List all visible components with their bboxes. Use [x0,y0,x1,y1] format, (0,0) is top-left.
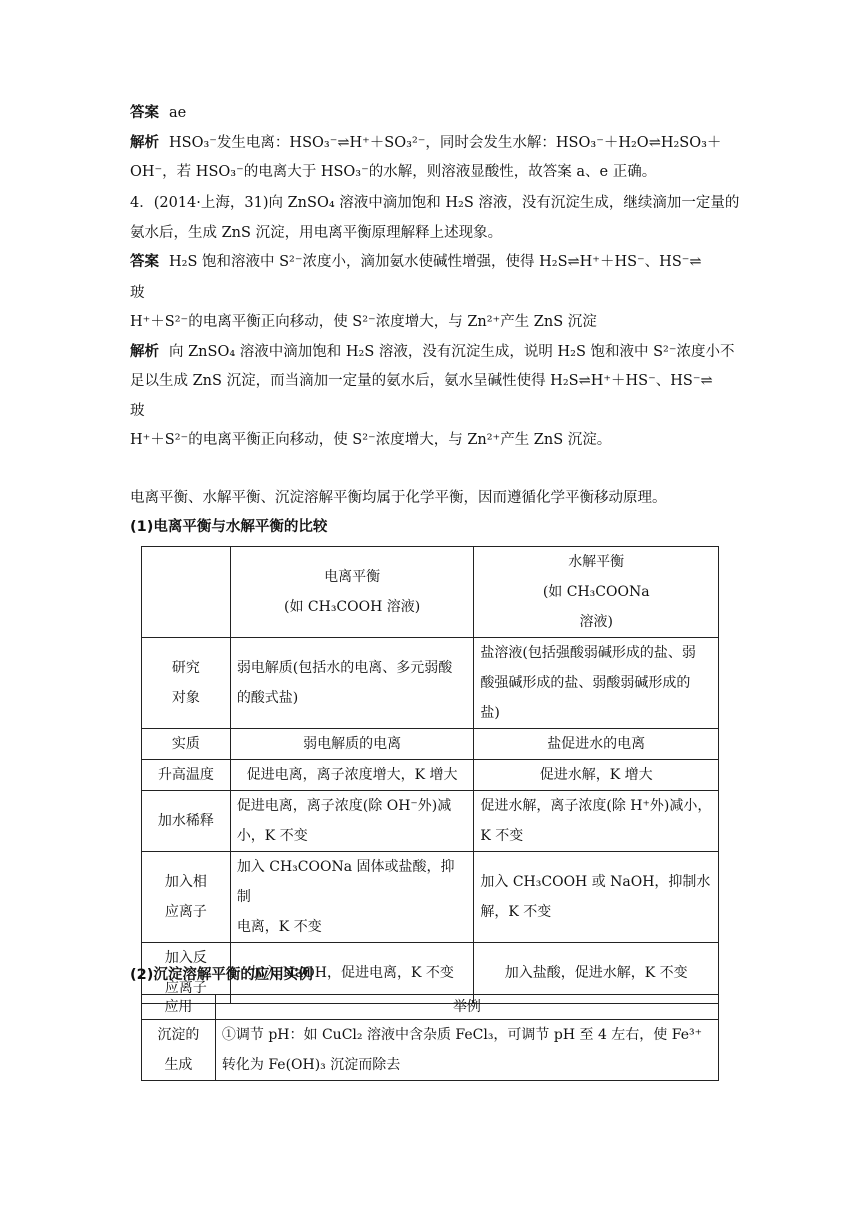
question4-analysis-line-1 [130,342,735,362]
table2-header-row [142,995,719,1020]
table1-row-dilution-hydrolysis: 促进水解，离子浓度(除 H⁺外)减小， K 不变 [474,791,719,852]
table1-row-dilution [142,791,719,852]
intro-text: 电离平衡、水解平衡、沉淀溶解平衡均属于化学平衡，因而遵循化学平衡移动原理。 [130,490,667,506]
table1-row-essence [142,729,719,760]
table1-row-object-label: 研究 对象 [142,638,231,729]
table1-row-object-hydrolysis: 盐溶液(包括强酸弱碱形成的盐、弱 酸强碱形成的盐、弱酸弱碱形成的 盐) [474,638,719,729]
question4-analysis-text-1: 向 ZnSO₄ 溶液中滴加饱和 H₂S 溶液，没有沉淀生成，说明 H₂S 饱和液中 S²⁻浓度小不 [169,344,735,360]
table1-row-reacting-ion-ionization: 加入 NaOH，促进电离，K 不变 [230,943,474,1004]
table1-row-reacting-ion-hydrolysis: 加入盐酸，促进水解，K 不变 [474,943,719,1004]
table1-header-hydrolysis: 水解平衡 (如 CH₃COONa 溶液) [474,547,719,638]
table1-row-temperature [142,760,719,791]
table1-row-same-ion-ionization: 加入 CH₃COONa 固体或盐酸，抑制 电离，K 不变 [230,852,474,943]
table1-row-temperature-hydrolysis: 促进水解，K 增大 [474,760,719,791]
table1-row-object [142,638,719,729]
table1-header-row [142,547,719,638]
question4-line-2: 氨水后，生成 ZnS 沉淀，用电离平衡原理解释上述现象。 [130,225,503,241]
question4-answer-label: 答案 [130,254,159,270]
table2-header-application: 应用 [142,995,216,1020]
table1-row-object-ionization: 弱电解质(包括水的电离、多元弱酸 的酸式盐) [230,638,474,729]
table1-header-ionization: 电离平衡 (如 CH₃COOH 溶液) [230,547,474,638]
analysis-label: 解析 [130,135,159,151]
table1-row-same-ion-hydrolysis: 加入 CH₃COOH 或 NaOH，抑制水 解，K 不变 [474,852,719,943]
table1-row-temperature-label: 升高温度 [142,760,231,791]
table2-row-formation-example: ①调节 pH：如 CuCl₂ 溶液中含杂质 FeCl₃，可调节 pH 至 4 左右，使 Fe³⁺ 转化为 Fe(OH)₃ 沉淀而除去 [215,1020,718,1081]
table1-row-dilution-label: 加水稀释 [142,791,231,852]
analysis-text-1: HSO₃⁻发生电离：HSO₃⁻⇌H⁺＋SO₃²⁻，同时会发生水解：HSO₃⁻＋H₂O⇌H₂SO₃＋ [169,135,722,151]
question4-answer-wrap: 玻 [130,285,145,301]
analysis-line-1 [130,133,730,153]
table2-row-formation-label: 沉淀的 生成 [142,1020,216,1081]
section1-title: (1)电离平衡与水解平衡的比较 [130,519,328,535]
question4-analysis-line-2: 足以生成 ZnS 沉淀，而当滴加一定量的氨水后，氨水呈碱性使得 H₂S⇌H⁺＋HS⁻、HS⁻⇌ [130,373,713,389]
analysis-line-2: OH⁻，若 HSO₃⁻的电离大于 HSO₃⁻的水解，则溶液显酸性，故答案 a、e 正确。 [130,164,657,180]
question4-analysis-label: 解析 [130,344,159,360]
answer-line [130,103,730,123]
precipitation-application-table [141,994,719,1081]
question4-answer-line-1 [130,252,730,272]
table1-row-dilution-ionization: 促进电离，离子浓度(除 OH⁻外)减 小，K 不变 [230,791,474,852]
answer-value: ae [169,105,187,121]
table1-row-essence-label: 实质 [142,729,231,760]
equilibrium-comparison-table [141,546,719,1004]
table1-row-same-ion [142,852,719,943]
section2-title: (2)沉淀溶解平衡的应用实例 [130,967,313,983]
table1-row-essence-hydrolysis: 盐促进水的电离 [474,729,719,760]
question4-line-1: 4．(2014·上海，31)向 ZnSO₄ 溶液中滴加饱和 H₂S 溶液，没有沉淀生成，继续滴加一定量的 [130,195,740,211]
question4-answer-text-1: H₂S 饱和溶液中 S²⁻浓度小，滴加氨水使碱性增强，使得 H₂S⇌H⁺＋HS⁻、HS⁻⇌ [169,254,702,270]
question4-answer-line-2: H⁺＋S²⁻的电离平衡正向移动，使 S²⁻浓度增大，与 Zn²⁺产生 ZnS 沉淀 [130,314,597,330]
answer-label: 答案 [130,105,159,121]
table1-row-temperature-ionization: 促进电离，离子浓度增大，K 增大 [230,760,474,791]
table2-header-example: 举例 [215,995,718,1020]
question4-analysis-wrap: 玻 [130,403,145,419]
table1-row-reacting-ion-label: 加入反 应离子 [142,943,231,1004]
table1-row-essence-ionization: 弱电解质的电离 [230,729,474,760]
table1-corner-cell [142,547,231,638]
question4-analysis-line-3: H⁺＋S²⁻的电离平衡正向移动，使 S²⁻浓度增大，与 Zn²⁺产生 ZnS 沉淀。 [130,432,612,448]
table1-row-same-ion-label: 加入相 应离子 [142,852,231,943]
table2-row-formation [142,1020,719,1081]
